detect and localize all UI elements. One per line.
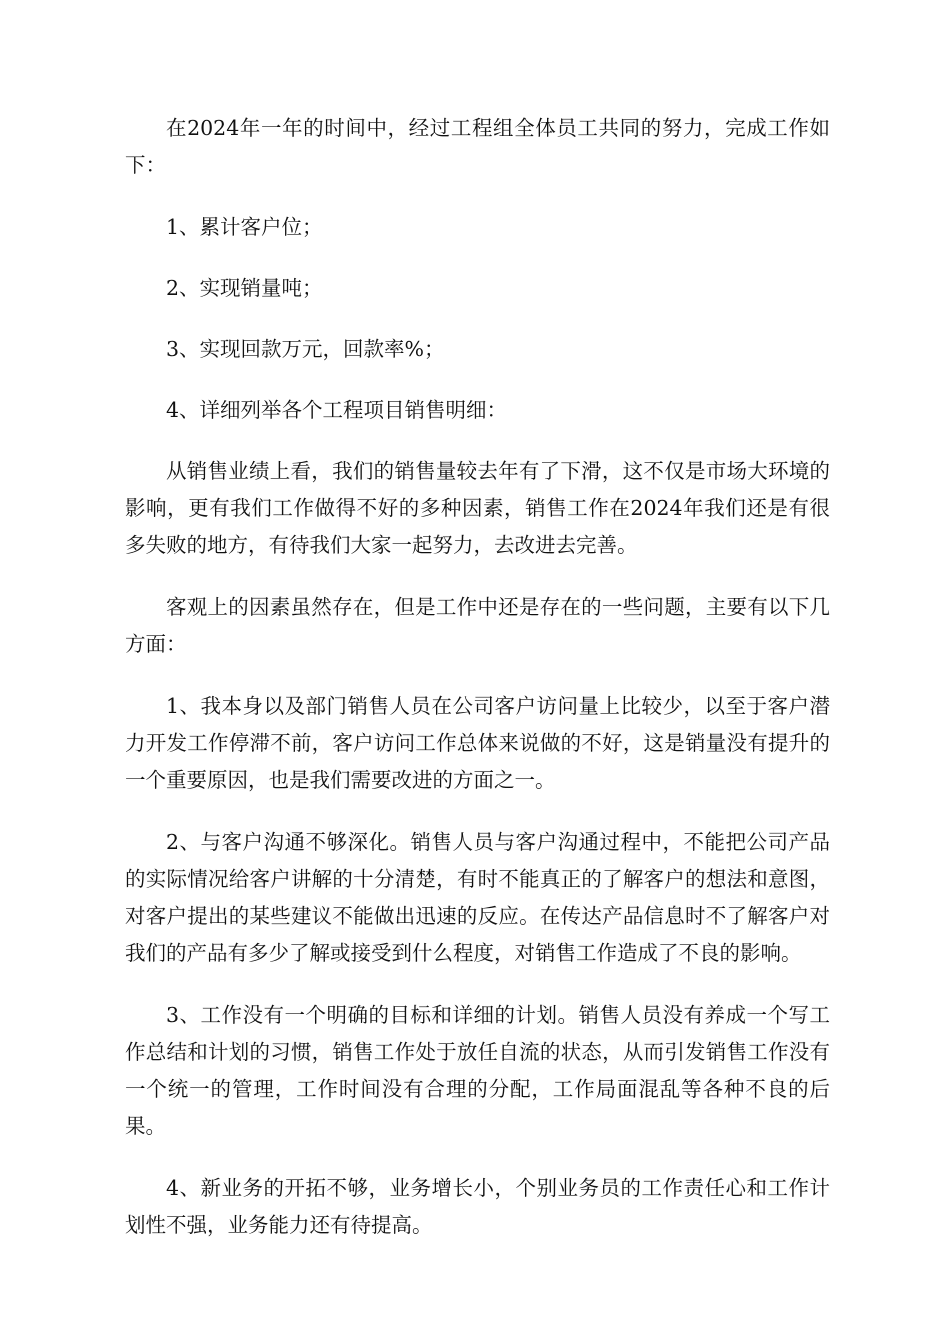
paragraph-problem-4: 4、新业务的开拓不够，业务增长小，个别业务员的工作责任心和工作计划性不强，业务能力还有待提高。 xyxy=(125,1176,830,1237)
paragraph-intro: 在2024年一年的时间中，经过工程组全体员工共同的努力，完成工作如下： xyxy=(125,116,830,177)
paragraph-item-sales-volume: 2、实现销量吨； xyxy=(166,276,323,300)
paragraph-sales-performance: 从销售业绩上看，我们的销售量较去年有了下滑，这不仅是市场大环境的影响，更有我们工作做得不好的多种因素，销售工作在2024年我们还是有很多失败的地方，有待我们大家一起努力，去改进去完善。 xyxy=(125,459,830,557)
paragraph-item-project-details: 4、详细列举各个工程项目销售明细： xyxy=(166,398,508,422)
paragraph-item-payment: 3、实现回款万元，回款率%； xyxy=(166,337,445,361)
paragraph-problem-2: 2、与客户沟通不够深化。销售人员与客户沟通过程中，不能把公司产品的实际情况给客户讲解的十分清楚，有时不能真正的了解客户的想法和意图，对客户提出的某些建议不能做出迅速的反应。在传达产品信息时不了解客户对我们的产品有多少了解或接受到什么程度，对销售工作造成了不良的影响。 xyxy=(125,830,830,965)
paragraph-problem-1: 1、我本身以及部门销售人员在公司客户访问量上比较少，以至于客户潜力开发工作停滞不前，客户访问工作总体来说做的不好，这是销量没有提升的一个重要原因，也是我们需要改进的方面之一。 xyxy=(125,694,830,792)
document-body xyxy=(125,110,830,1269)
paragraph-problem-3: 3、工作没有一个明确的目标和详细的计划。销售人员没有养成一个写工作总结和计划的习惯，销售工作处于放任自流的状态，从而引发销售工作没有一个统一的管理，工作时间没有合理的分配，工作局面混乱等各种不良的后果。 xyxy=(125,1003,830,1138)
paragraph-item-customers: 1、累计客户位； xyxy=(166,215,323,239)
paragraph-problems-intro: 客观上的因素虽然存在，但是工作中还是存在的一些问题，主要有以下几方面： xyxy=(125,595,830,656)
